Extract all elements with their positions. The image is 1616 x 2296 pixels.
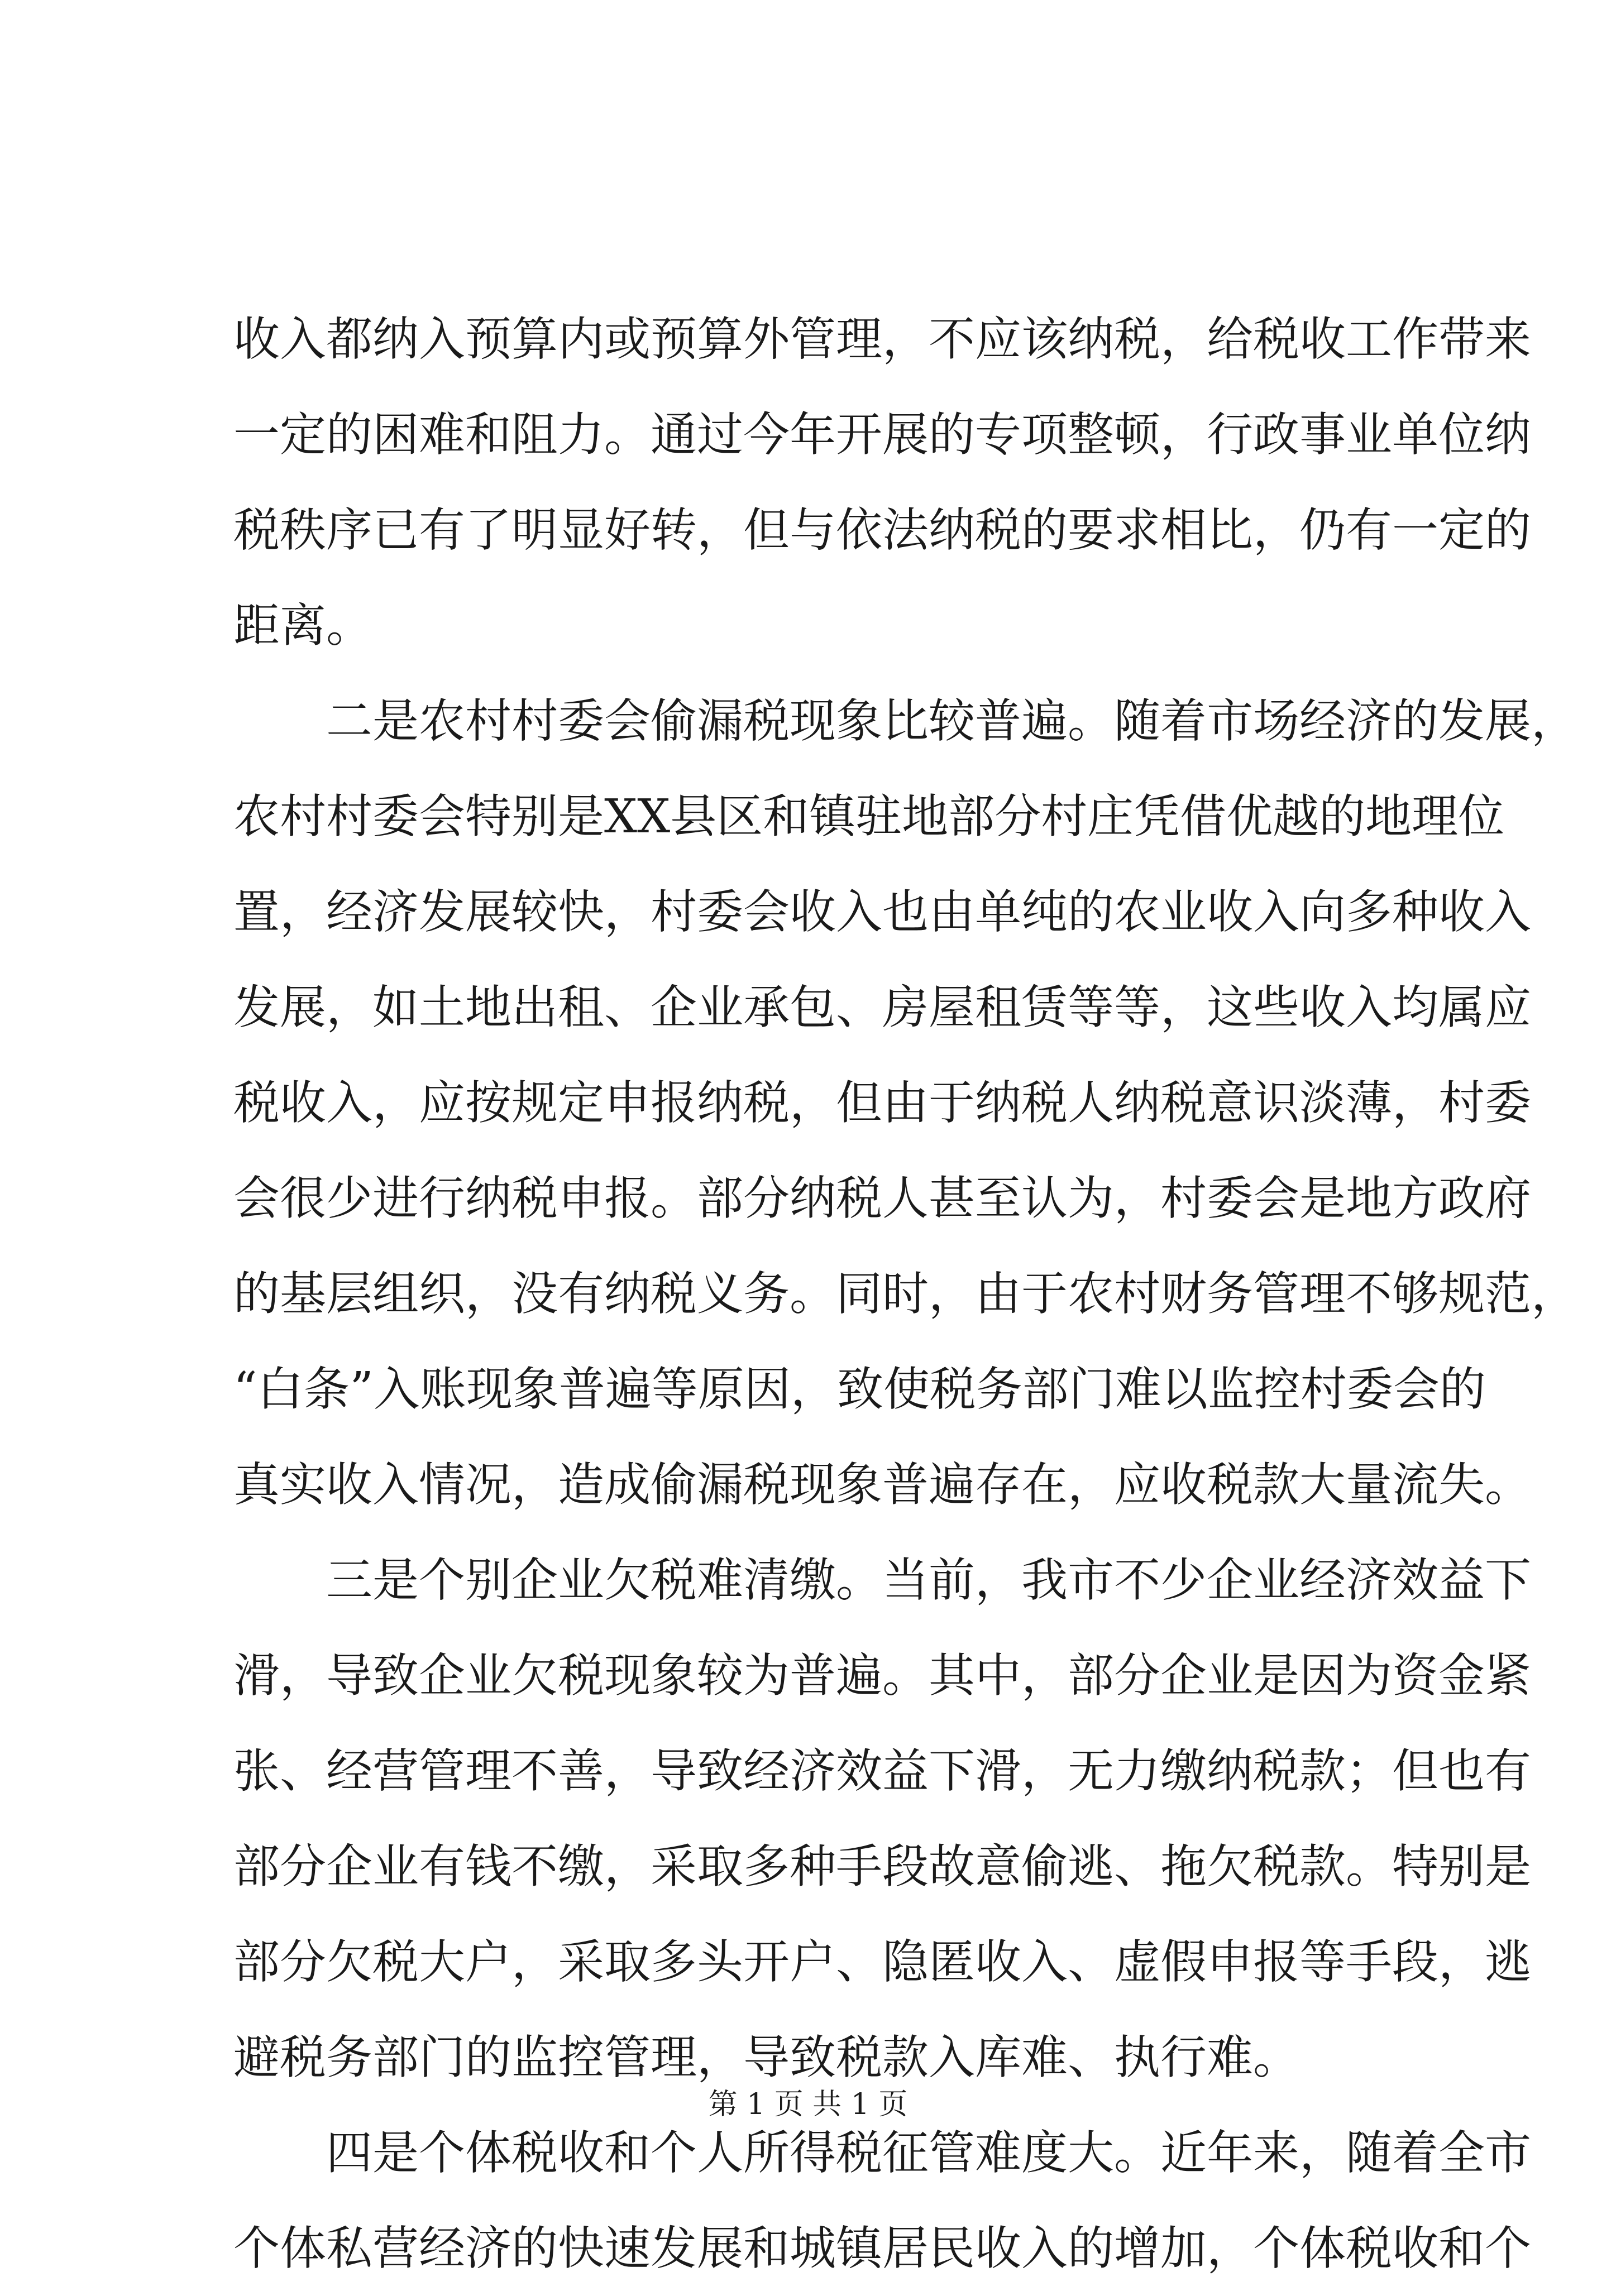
- paragraph-start-line: 四是个体税收和个人所得税征管难度大。近年来，随着全市: [326, 2126, 1531, 2180]
- text-line: 收入都纳入预算内或预算外管理，不应该纳税，给税收工作带来: [233, 312, 1531, 366]
- text-line: 一定的困难和阻力。通过今年开展的专项整顿，行政事业单位纳: [233, 408, 1531, 462]
- text-line: 张、经营管理不善，导致经济效益下滑，无力缴纳税款；但也有: [233, 1744, 1531, 1798]
- text-line: 真实收入情况，造成偷漏税现象普遍存在，应收税款大量流失。: [233, 1458, 1531, 1512]
- document-body: [233, 291, 1577, 2296]
- text-line: 个体私营经济的快速发展和城镇居民收入的增加，个体税收和个: [233, 2221, 1531, 2275]
- text-line: 部分欠税大户，采取多头开户、隐匿收入、虚假申报等手段，逃: [233, 1935, 1531, 1989]
- text-line: 税收入，应按规定申报纳税，但由于纳税人纳税意识淡薄，村委: [233, 1076, 1531, 1130]
- page-number-footer: 第 1 页 共 1 页: [708, 2088, 908, 2121]
- text-line: 置，经济发展较快，村委会收入也由单纯的农业收入向多种收入: [233, 885, 1531, 939]
- text-line: 会很少进行纳税申报。部分纳税人甚至认为，村委会是地方政府: [233, 1171, 1531, 1225]
- text-line: 距离。: [233, 598, 372, 653]
- text-line: 部分企业有钱不缴，采取多种手段故意偷逃、拖欠税款。特别是: [233, 1839, 1531, 1894]
- text-line: 税秩序已有了明显好转，但与依法纳税的要求相比，仍有一定的: [233, 503, 1531, 557]
- text-line: 滑，导致企业欠税现象较为普遍。其中，部分企业是因为资金紧: [233, 1648, 1531, 1703]
- text-line: “白条”入账现象普遍等原因，致使税务部门难以监控村委会的: [233, 1362, 1486, 1416]
- paragraph-start-line: 二是农村村委会偷漏税现象比较普遍。随着市场经济的发展，: [326, 694, 1577, 748]
- text-line: 避税务部门的监控管理，导致税款入库难、执行难。: [233, 2030, 1299, 2084]
- paragraph-start-line: 三是个别企业欠税难清缴。当前，我市不少企业经济效益下: [326, 1553, 1531, 1607]
- text-line: 农村村委会特别是XX县区和镇驻地部分村庄凭借优越的地理位: [233, 789, 1505, 843]
- text-line: 发展，如土地出租、企业承包、房屋租赁等等，这些收入均属应: [233, 980, 1531, 1034]
- text-line: 的基层组织，没有纳税义务。同时，由于农村财务管理不够规范，: [233, 1267, 1577, 1321]
